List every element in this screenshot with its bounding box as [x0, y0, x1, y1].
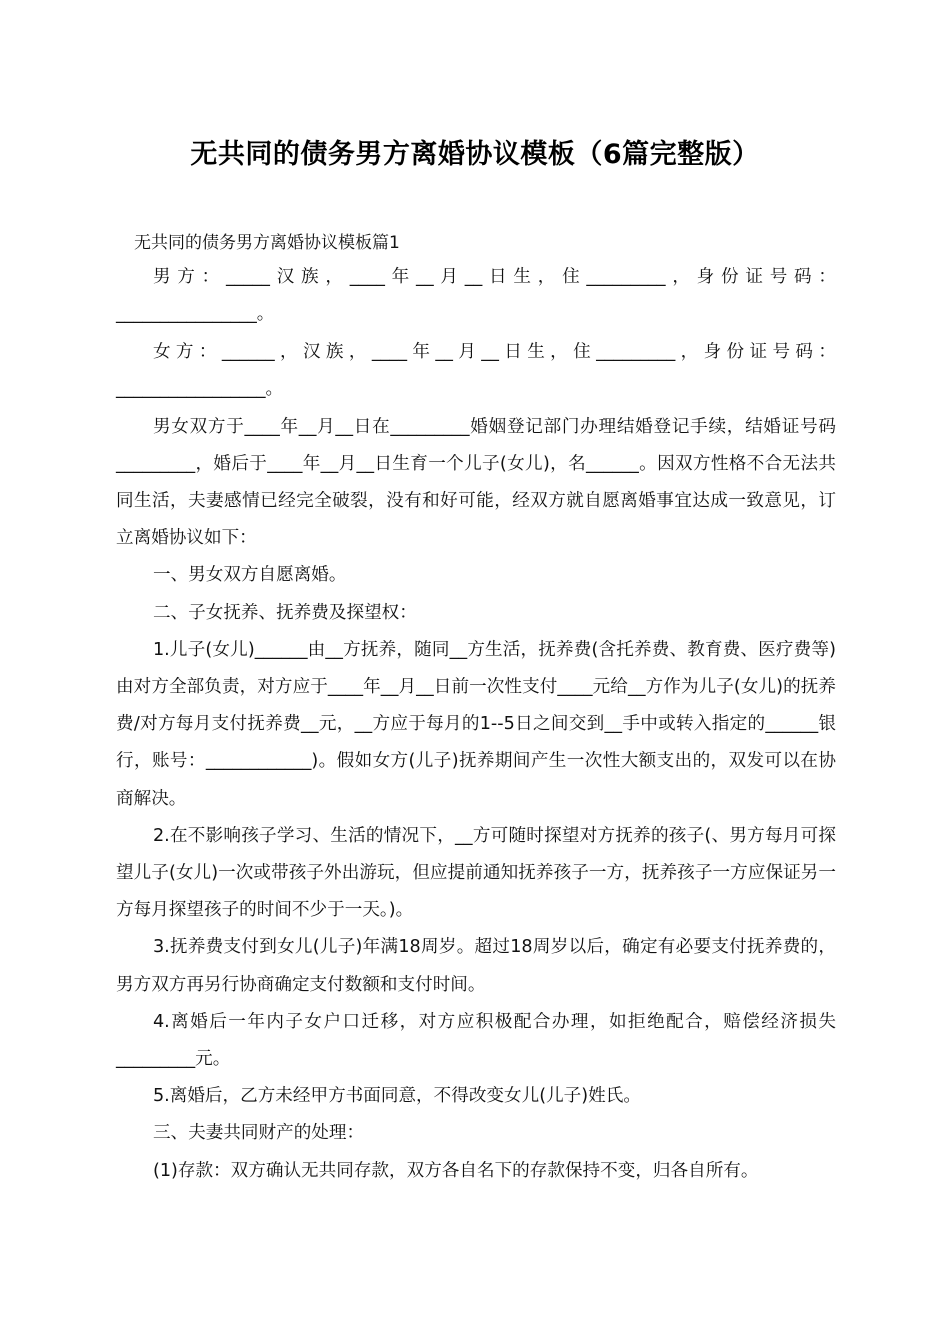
paragraph-male-party: 男方：_____汉族，____年__月__日生，住_________，身份证号码：________________。: [116, 267, 836, 325]
paragraph-marriage-info: 男女双方于____年__月__日在_________婚姻登记部门办理结婚登记手续，结婚证号码_________，婚后于____年__月__日生育一个儿子(女儿)，名______。因双方性格不合无法共同生活，夫妻感情已经完全破裂，没有和好可能，经双方就自愿离婚事宜达成一致意见，订立离婚协议如下：: [116, 416, 836, 549]
paragraph-item-4: 4.离婚后一年内子女户口迁移，对方应积极配合办理，如拒绝配合，赔偿经济损失_________元。: [116, 1011, 836, 1070]
section-title: 无共同的债务男方离婚协议模板篇1: [134, 233, 400, 253]
paragraph-clause-2: 二、子女抚养、抚养费及探望权：: [152, 602, 417, 623]
paragraph-deposit: (1)存款：双方确认无共同存款，双方各自名下的存款保持不变，归各自所有。: [152, 1160, 759, 1181]
paragraph-item-5: 5.离婚后，乙方未经甲方书面同意，不得改变女儿(儿子)姓氏。: [152, 1086, 641, 1107]
paragraph-clause-1: 一、男女双方自愿离婚。: [152, 565, 347, 586]
paragraph-item-3: 3.抚养费支付到女儿(儿子)年满18周岁。超过18周岁以后，确定有必要支付抚养费的，男方双方再另行协商确定支付数额和支付时间。: [116, 937, 836, 995]
paragraph-clause-3: 三、夫妻共同财产的处理：: [152, 1123, 365, 1144]
paragraph-item-2: 2.在不影响孩子学习、生活的情况下，__方可随时探望对方抚养的孩子(、男方每月可探望儿子(女儿)一次或带孩子外出游玩，但应提前通知抚养孩子一方，抚养孩子一方应保证另一方每月探望孩子的时间不少于一天。)。: [116, 825, 836, 921]
paragraph-item-1: 1.儿子(女儿)______由__方抚养，随同__方生活，抚养费(含托养费、教育费、医疗费等)由对方全部负责，对方应于____年__月__日前一次性支付____元给__方作为儿子(女儿)的抚养费/对方每月支付抚养费__元，__方应于每月的1--5日之间交到__手中或转入指定的______银行，账号：____________)。假如女方(儿子)抚养期间产生一次性大额支出的，双发可以在协商解决。: [116, 639, 836, 809]
document-body: [116, 259, 836, 1190]
document-title: 无共同的债务男方离婚协议模板（6篇完整版）: [190, 139, 760, 170]
paragraph-female-party: 女方：______，汉族，____年__月__日生，住_________，身份证号码：_________________。: [116, 341, 836, 399]
